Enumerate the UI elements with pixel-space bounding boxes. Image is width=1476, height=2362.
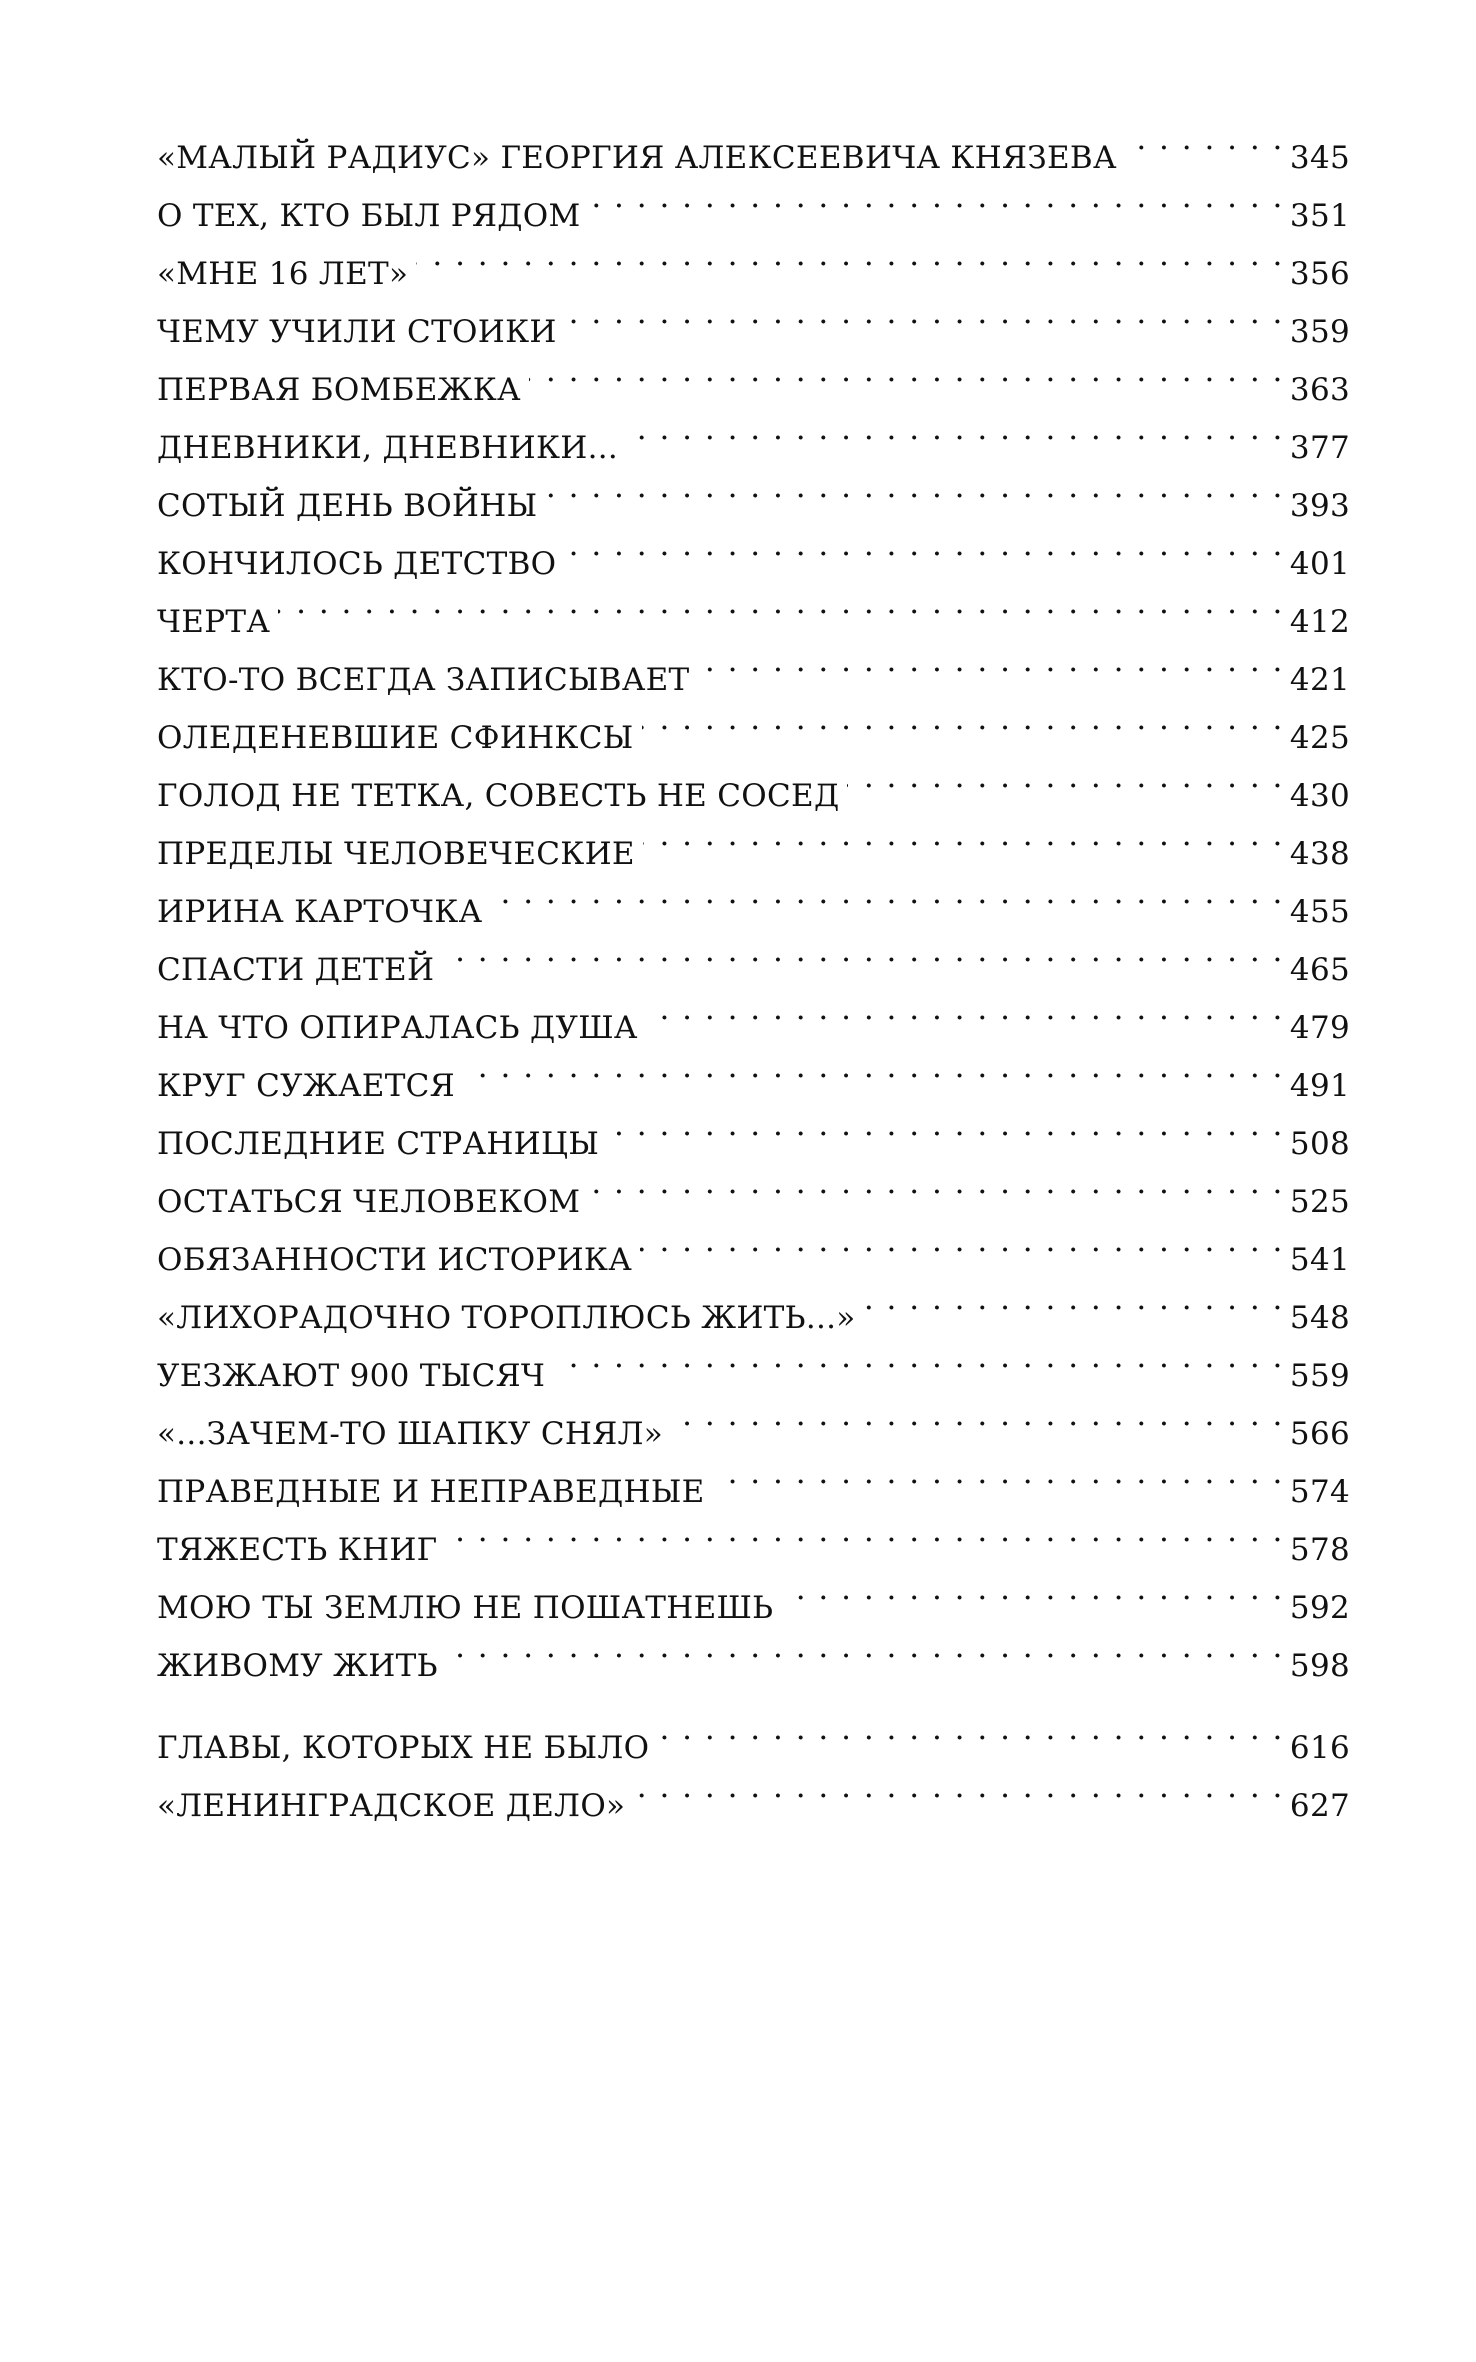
toc-entry [157, 1700, 1350, 1766]
toc-entry-title: «ЛЕНИНГРАДСКОЕ ДЕЛО» [157, 1788, 626, 1824]
toc-entry-page-number: 363 [1289, 372, 1350, 408]
toc-entry-page-number: 491 [1289, 1068, 1350, 1104]
dot-leader [1125, 110, 1284, 168]
toc-entry-page-number: 525 [1289, 1184, 1350, 1220]
toc-entry-title: МОЮ ТЫ ЗЕМЛЮ НЕ ПОШАТНЕШЬ [157, 1590, 774, 1626]
toc-entry-title: ТЯЖЕСТЬ КНИГ [157, 1532, 438, 1568]
dot-leader [588, 1154, 1284, 1212]
dot-leader [640, 1212, 1284, 1270]
toc-entry-title: ЧЕМУ УЧИЛИ СТОИКИ [157, 314, 557, 350]
dot-leader [607, 1096, 1284, 1154]
toc-entry-page-number: 578 [1289, 1532, 1350, 1568]
toc-entry-title: КТО-ТО ВСЕГДА ЗАПИСЫВАЕТ [157, 662, 690, 698]
dot-leader [416, 226, 1284, 284]
toc-entry-title: СОТЫЙ ДЕНЬ ВОЙНЫ [157, 488, 538, 524]
dot-leader [553, 1328, 1284, 1386]
toc-entry-title: «ЛИХОРАДОЧНО ТОРОПЛЮСЬ ЖИТЬ...» [157, 1300, 856, 1336]
toc-entry-page-number: 598 [1289, 1648, 1350, 1684]
toc-group-main [157, 110, 1350, 1684]
dot-leader [545, 458, 1284, 516]
dot-leader [646, 980, 1284, 1038]
toc-entry-page-number: 508 [1289, 1126, 1350, 1162]
toc-entry-title: «МНЕ 16 ЛЕТ» [157, 256, 409, 292]
toc-entry-page-number: 438 [1289, 836, 1350, 872]
toc-entry-page-number: 566 [1289, 1416, 1350, 1452]
toc-entry-page-number: 559 [1289, 1358, 1350, 1394]
toc-entry-title: ЧЕРТА [157, 604, 271, 640]
toc-entry-page-number: 412 [1289, 604, 1350, 640]
table-of-contents [157, 110, 1350, 1824]
toc-entry-page-number: 359 [1289, 314, 1350, 350]
toc-entry [157, 632, 1350, 698]
dot-leader [864, 1270, 1284, 1328]
dot-leader [564, 516, 1284, 574]
dot-leader [698, 632, 1284, 690]
toc-entry-title: КРУГ СУЖАЕТСЯ [157, 1068, 456, 1104]
toc-entry-page-number: 430 [1289, 778, 1350, 814]
toc-entry [157, 574, 1350, 640]
toc-entry-page-number: 541 [1289, 1242, 1350, 1278]
toc-entry-title: ГОЛОД НЕ ТЕТКА, СОВЕСТЬ НЕ СОСЕД [157, 778, 840, 814]
toc-entry-page-number: 465 [1289, 952, 1350, 988]
dot-leader [671, 1386, 1284, 1444]
toc-entry-title: «...ЗАЧЕМ-ТО ШАПКУ СНЯЛ» [157, 1416, 664, 1452]
toc-entry [157, 110, 1350, 176]
toc-entry-title: ОЛЕДЕНЕВШИЕ СФИНКСЫ [157, 720, 634, 756]
toc-entry-title: «МАЛЫЙ РАДИУС» ГЕОРГИЯ АЛЕКСЕЕВИЧА КНЯЗЕВА [157, 140, 1117, 176]
toc-entry-title: СПАСТИ ДЕТЕЙ [157, 952, 435, 988]
toc-entry-page-number: 548 [1289, 1300, 1350, 1336]
toc-entry-title: О ТЕХ, КТО БЫЛ РЯДОМ [157, 198, 581, 234]
toc-entry-title: ИРИНА КАРТОЧКА [157, 894, 483, 930]
toc-entry-title: ПЕРВАЯ БОМБЕЖКА [157, 372, 521, 408]
toc-entry-title: ОСТАТЬСЯ ЧЕЛОВЕКОМ [157, 1184, 581, 1220]
dot-leader [642, 690, 1284, 748]
dot-leader [589, 168, 1284, 226]
toc-entry-title: ОБЯЗАННОСТИ ИСТОРИКА [157, 1242, 632, 1278]
toc-entry-title: ПОСЛЕДНИЕ СТРАНИЦЫ [157, 1126, 600, 1162]
toc-entry-page-number: 574 [1289, 1474, 1350, 1510]
dot-leader [657, 1700, 1284, 1758]
dot-leader [446, 1502, 1284, 1560]
toc-entry-title: ЖИВОМУ ЖИТЬ [157, 1648, 438, 1684]
dot-leader [713, 1444, 1284, 1502]
toc-entry-page-number: 393 [1289, 488, 1350, 524]
dot-leader [442, 922, 1284, 980]
toc-entry-page-number: 356 [1289, 256, 1350, 292]
dot-leader [565, 284, 1284, 342]
toc-entry-title: КОНЧИЛОСЬ ДЕТСТВО [157, 546, 557, 582]
toc-entry-page-number: 592 [1289, 1590, 1350, 1626]
toc-entry-title: ПРАВЕДНЫЕ И НЕПРАВЕДНЫЕ [157, 1474, 705, 1510]
toc-entry-page-number: 351 [1289, 198, 1350, 234]
toc-entry-page-number: 455 [1289, 894, 1350, 930]
toc-entry-page-number: 345 [1289, 140, 1350, 176]
dot-leader [633, 1758, 1284, 1816]
toc-entry-page-number: 377 [1289, 430, 1350, 466]
dot-leader [490, 864, 1284, 922]
toc-entry-page-number: 616 [1289, 1730, 1350, 1766]
dot-leader [781, 1560, 1284, 1618]
toc-entry-title: ГЛАВЫ, КОТОРЫХ НЕ БЫЛО [157, 1730, 650, 1766]
toc-group-appendix [157, 1700, 1350, 1824]
toc-entry-title: НА ЧТО ОПИРАЛАСЬ ДУША [157, 1010, 638, 1046]
toc-entry-page-number: 425 [1289, 720, 1350, 756]
dot-leader [626, 400, 1284, 458]
toc-entry-page-number: 421 [1289, 662, 1350, 698]
dot-leader [643, 806, 1284, 864]
toc-entry-title: ПРЕДЕЛЫ ЧЕЛОВЕЧЕСКИЕ [157, 836, 635, 872]
dot-leader [446, 1618, 1284, 1676]
toc-entry-page-number: 401 [1289, 546, 1350, 582]
dot-leader [278, 574, 1284, 632]
toc-entry-page-number: 627 [1289, 1788, 1350, 1824]
dot-leader [847, 748, 1283, 806]
toc-entry-page-number: 479 [1289, 1010, 1350, 1046]
toc-entry-title: УЕЗЖАЮТ 900 ТЫСЯЧ [157, 1358, 546, 1394]
toc-entry-title: ДНЕВНИКИ, ДНЕВНИКИ... [157, 430, 619, 466]
dot-leader [463, 1038, 1284, 1096]
dot-leader [529, 342, 1284, 400]
